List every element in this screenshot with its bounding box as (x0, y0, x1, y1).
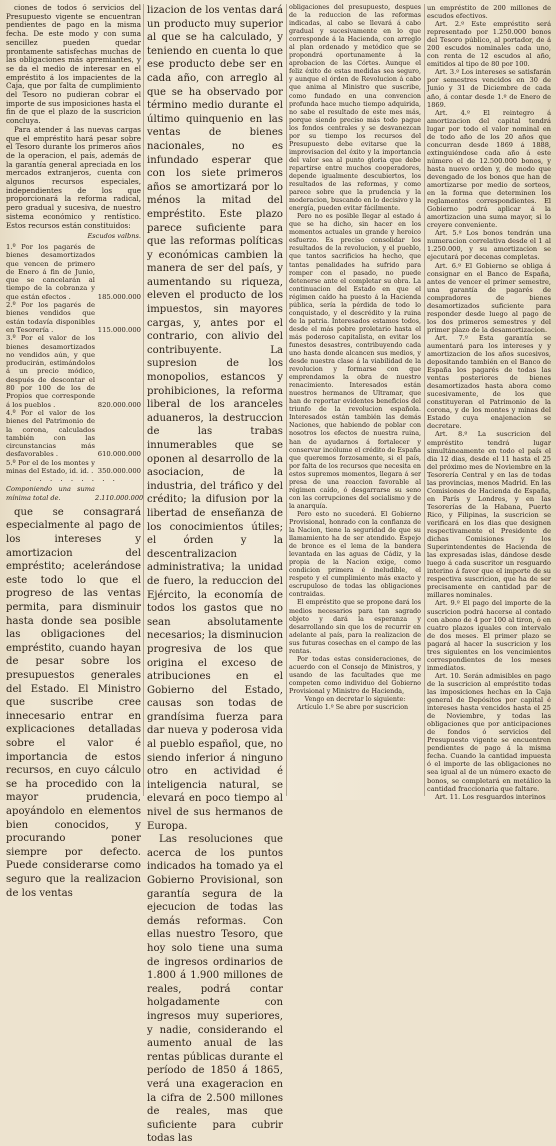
column-3 (289, 4, 421, 796)
article: Art. 2.º Este empréstito será representado por 1.250.000 bonos del Tesoro público, al portador, de á 200 escudos nominales cada uno, con renta de 12 escudos al año, emitidos al tipo de 80 por 100. (427, 20, 551, 69)
paragraph: Las resoluciones que acerca de los puntos indicados ha tomado ya el Gobierno Provisional, son garantía segura de la ejecucion de todas las demás reformas. Con ellas nuestro Tesoro, que hoy solo tiene una suma de ingresos ordinarios de 1.800 á 1.900 millones de reales, podrá contar holgadamente con ingresos muy superiores, y nadie, considerando el aumento anual de las rentas públicas durante el período de 1850 á 1865, verá una exageracion en la cifra de 2.500 millones de reales, mas que suficiente para cubrir todas las (147, 834, 283, 1145)
article: Art. 5.º Los bonos tendrán una numeracion correlativa desde el 1 al 1.250.000, y su amortizacion se ejecutará por decenas completas. (427, 229, 551, 262)
article: Art. 7.º Esta garantía se aumentará para los intereses y y amortizacion de los años sucesivos, depositando también en el Banco de España los pagarés de todas las ventas posteriores de bienes desamortizados hasta abora como sucesivamente, de los que constituyeran el Patrimonio de la corona, y de los montes y minas del Estado cuya enajenacion se decretare. (427, 333, 551, 431)
article: Art. 6.º El Gobierno se obliga á consignar en el Banco de España, antes de vencer el primer semestre, una garantía de pagarés de compradores de bienes desamortizados suficiente para responder desde luego al pago de los dos primeros semestres y del primer plazo de la desamortizacion. (427, 261, 551, 334)
list-item: 5.º Por el de los montes y minas del Estado, id. id. . 350.000.000 (6, 458, 141, 475)
list-item: 3.º Por el valor de los bienes desamortizados no vendidos aún, y que producirán, estimándolos á un precio módico, después de descontar el 80 por 100 de los de Propios que corresponde á los pueblos . 820.000.000 (6, 334, 141, 409)
paragraph: El empréstito que se propone dará los medios necesarios para tan sagrado objeto y dará la esperanza y desarrollando sin que los de recurrir en adelante al país, para la realizacion de sus futuras cosechas en el campo de las rentas. (289, 599, 421, 655)
article: Artículo 1.º Se abre por suscricion (297, 704, 409, 712)
decree-heading: Vengo en decretar lo siguiente: (304, 696, 406, 704)
column-4 (427, 4, 551, 801)
column-divider (424, 4, 425, 796)
article: Art. 10. Serán admisibles en pago de la suscricion al empréstito todas las imposiciones hechas en la Caja general de Depósitos por capital é intereses hasta vencidos hasta el 25 de Noviembre, y todas las obligaciones que por anticipaciones de fondos ó servicios del Presupuesto vigente se encuentren pendientes de pago á la misma fecha. Cuando la cantidad impuesta ó el importe de las obligaciones no sea igual al de un número exacto de bonos, se completará en metálico la cantidad fraccionaria que faltare. (427, 671, 551, 793)
paragraph: obligaciones del presupuesto, despues de la reduccion de las reformas indicadas, al cabo se llevará á cabo gradual y sucesivamente en lo que corresponde á la Hacienda, con arreglo al plan ordenado y metódico que se propondrá oportunamente á la aprobacion de las Córtes. Aunque el feliz éxito de estas medidas sea seguro, y aunque el órden de Revolucion á cabo que anima al Ministro que suscribe, como fundado en una convencion profunda hace mucho tiempo adquirida, no sabe el resultado de este mes más, porque siendo preciso más todo pague los fondos centrales y se desvanezcan por su tiempo los recursos del Presupuesto debe evitarse que la improvisacion del éxito y la importancia del valor sea al punto gloria que debe repartirse entre muchos cooperadores, depende igualmente descubiertos, los resultados de las reformas, y como parece sobre que la prudencia y la moderacion, buscando en lo decisivo y la energía, pueden evitar fácilmente. (289, 4, 421, 213)
column-1 (6, 3, 144, 899)
article: Art. 9.º El pago del importe de la suscricion podrá hacerse al contado con abono de 4 por 100 al tiron, ó en cuatro plazos iguales con intervalo de dos meses. El primer plazo se pagará al hacer la suscricion y los tres siguientes en los vencimientos correspondientes de los meses inmediatos. (427, 599, 551, 672)
paragraph: ciones de todos ó servicios del Presupuesto vigente se encuentran pendientes de pago en la misma fecha. De este modo y con suma sencillez pueden quedar prontamente satisfechas muchas de las obligaciones más apremiantes, y se da el medio de interesar en el empréstito á los impacientes de la Caja, que por falta de cumplimiento del Tesoro no pudieran cobrar el importe de sus imposiciones hasta el fin de que el plazo de la suscricion concluya. (6, 3, 141, 126)
total-row: Componiendo una suma mínima total de. 2.110.000.000 (6, 485, 144, 502)
article: Art. 8.º La suscricion del empréstito tendrá lugar simultáneamente en todo el país el dia 12 dias, desde el 11 hasta el 25 del próximo mes de Noviembre en la Tesorería Central y en las de todas las provincias, menos Madrid. En las Comisiones de Hacienda de España, en París y Londres, y en las Tesorerías de la Habana, Puerto Rico, y Filipinas, la suscricion se verificará en los dias que designen respectivamente el Presidente de dichas Comisiones y los Superintendentes de Hacienda de las expresadas islas, dándose desde luego á cada suscritor un resguardo interino á favor que el importe de su respectiva suscricion, que ha de ser precisamente en cantidad par de millares nominales. (427, 430, 551, 600)
list-item: 2.º Por los pagarés de bienes vendidos que están todavía disponibles en Tesorería . 115.000.000 (6, 301, 141, 334)
paragraph: lizacion de los ventas dará un producto muy superior al que se ha calculado, y teniendo en cuenta lo que ese producto debe ser en cada año, con arreglo al que se ha observado por término medio durante el último quinquenio en las ventas de bienes nacionales, no es infundado esperar que con los siete primeros años se amortizará por lo ménos la mitad del empréstito. Este plazo parece suficiente para que las reformas políticas y económicas cambien la manera de ser del país, y aumentando su riqueza, eleven el producto de los impuestos, sin mayores cargas, y, antes por el contrario, con alivio del contribuyente. La supresion de los monopolios, estancos y prohibiciones, la reforma liberal de los aranceles aduaneros, la destruccion de las trabas innumerables que se oponen al desarrollo de la asociacion, de la industria, del tráfico y del crédito; la difusion por la libertad de enseñanza de los conocimientos útiles; el órden y la descentralizacion administrativa; la unidad de fuero, la reduccion del Ejército, la economía de todos los gastos que no sean absolutamente necesarios; la disminucion progresiva de los que origina el exceso de atribuciones en el Gobierno del Estado, causas son todas de grandísima fuerza para dar nueva y poderosa vida al pueblo español, que, no siendo inferior á ninguno otro en actividad é inteligencia natural, se elevará en poco tiempo al nivel de sus hermanos de Europa. (147, 5, 283, 832)
article: Art. 4.º El reintegro á amortizacion del capital tendrá lugar por todo el valor nominal en de todo año de los 20 años que concurran desde 1869 á 1888, extinguiéndose cada año á este número el de 12.500.000 bonos, y hasta nuevo orden y, de modo que devengado de los bonos que han de amortizarse por medio de sorteos, en la forma que determinen los reglamentos correspondientes. El Gobierno podrá aplicar á la amortizacion una suma mayor, si lo creyere conveniente. (427, 108, 551, 230)
column-header-values: Escudos valbns. (87, 232, 141, 241)
column-divider (286, 4, 287, 796)
article: Art. 3.º Los intereses se satisfarán por semestres vencidos en 30 de Junio y 31 de Diciembre de cada año, á contar desde 1.º de Enero de 1869. (427, 68, 551, 109)
column-divider (143, 4, 144, 796)
paragraph: Para atender á las nuevas cargas que el empréstito hará pesar sobre el Tesoro durante los primeros años de la operacion, el país, además de la garantía general apreciada en los mercados extranjeros, cuenta con algunos recursos especiales, independientes de los que proporcionará la reforma radical, pero gradual y sucesiva, de nuestro sistema económico y rentístico. Estos recursos están constituidos: (6, 124, 141, 230)
paragraph: Pero no es posible llegar al estado á que se ha dicho, sin hacer en los momentos actuales un grande y heroico esfuerzo. Es preciso consolidar los resultados de la revolucion, y el pueblo, que tantos sacrificios ha hecho, que tantas penalidades ha sufrido para romper con el pasado, no puede detenerse ante el completar su obra. La continuacion del Estado en que el régimen caído ha puesto á la Hacienda pública, sería la pérdida de todo lo conquistado, y el descrédito y la ruina de la patria. Interesados estamos todos, desde el más pobre proletario hasta el más poderoso capitalista, en evitar los funestos desastres, contribuyendo cada uno hasta donde alcancen sus medios, y desde nuestra clase á la viabilidad de la revolucion y formarse con que emprendamos la obra de nuestro renacimiento. Interesados están nuestros hermanos de Ultramar, que han de reportar evidentes beneficios del triunfo de la revolucion española. Interesados están también las demás Naciones, que habiendo de poblar con nosotros los efectos de nuestra ruina, han de ayudarnos á fortalecer y conservar incólume el crédito de España que queremos forzosamente, si el país, por falta de los recursos que necesita en estos supremos momentos, llegara á ser presa de una reaccion favorable al régimen caído, ó desgarrarse su seno con las corrupciones del socialismo y de la anarquía. (289, 213, 421, 510)
paragraph: Pero esto no sucederá. El Gobierno Provisional, honrado con la confianza de la Nacion, tiene la seguridad de que su llamamiento ha de ser atendido. Espejo de bronce es el lema de la bandera levantada en las aguas de Cádiz, y la propia de la Nacion exige, como condicion primera é ineludible, el respeto y el cumplimiento más exacto y escrupuloso de todas las obligaciones contraidas. (289, 510, 421, 599)
divider: . . . . . . . . . (29, 475, 118, 484)
paragraph: un empréstito de 200 millones de escudos efectivos. (427, 4, 551, 21)
list-item: 4.º Por el valor de los bienes del Patrimonio de la corona, calculados también con las circunstancias más desfavorables . 610.000.000 (6, 408, 141, 459)
list-item: 1.º Por los pagarés de bienes desamortizados que vencen de primero de Enero á fin de Junio, que se cancelarán al tiempo de la cobranza y que están efectos . 185.000.000 (6, 242, 141, 301)
article: Art. 11. Los resguardos interinos (435, 792, 546, 801)
column-2 (147, 4, 283, 1145)
paragraph: que se consagrará especialmente al pago de los intereses y amortizacion del empréstito; acelerándose este todo lo que el progreso de las ventas permita, para disminuir hasta donde sea posible las obligaciones del empréstito, cuando hayan de pesar sobre los presupuestos generales del Estado. El Ministro que suscribe cree innecesario entrar en explicaciones detalladas sobre el valor é importancia de estos recursos, en cuyo cálculo se ha procedido con la mayor prudencia, apoyándolo en elementos bien conocidos, y procurando poner siempre por defecto. Puede considerarse como seguro que la realizacion de los ventas (6, 506, 141, 899)
paragraph: Por todas estas consideraciones, de acuerdo con el Consejo de Ministros, y usando de las facultades que me competen como individuo del Gobierno Provisional y Ministro de Hacienda, (289, 655, 421, 695)
